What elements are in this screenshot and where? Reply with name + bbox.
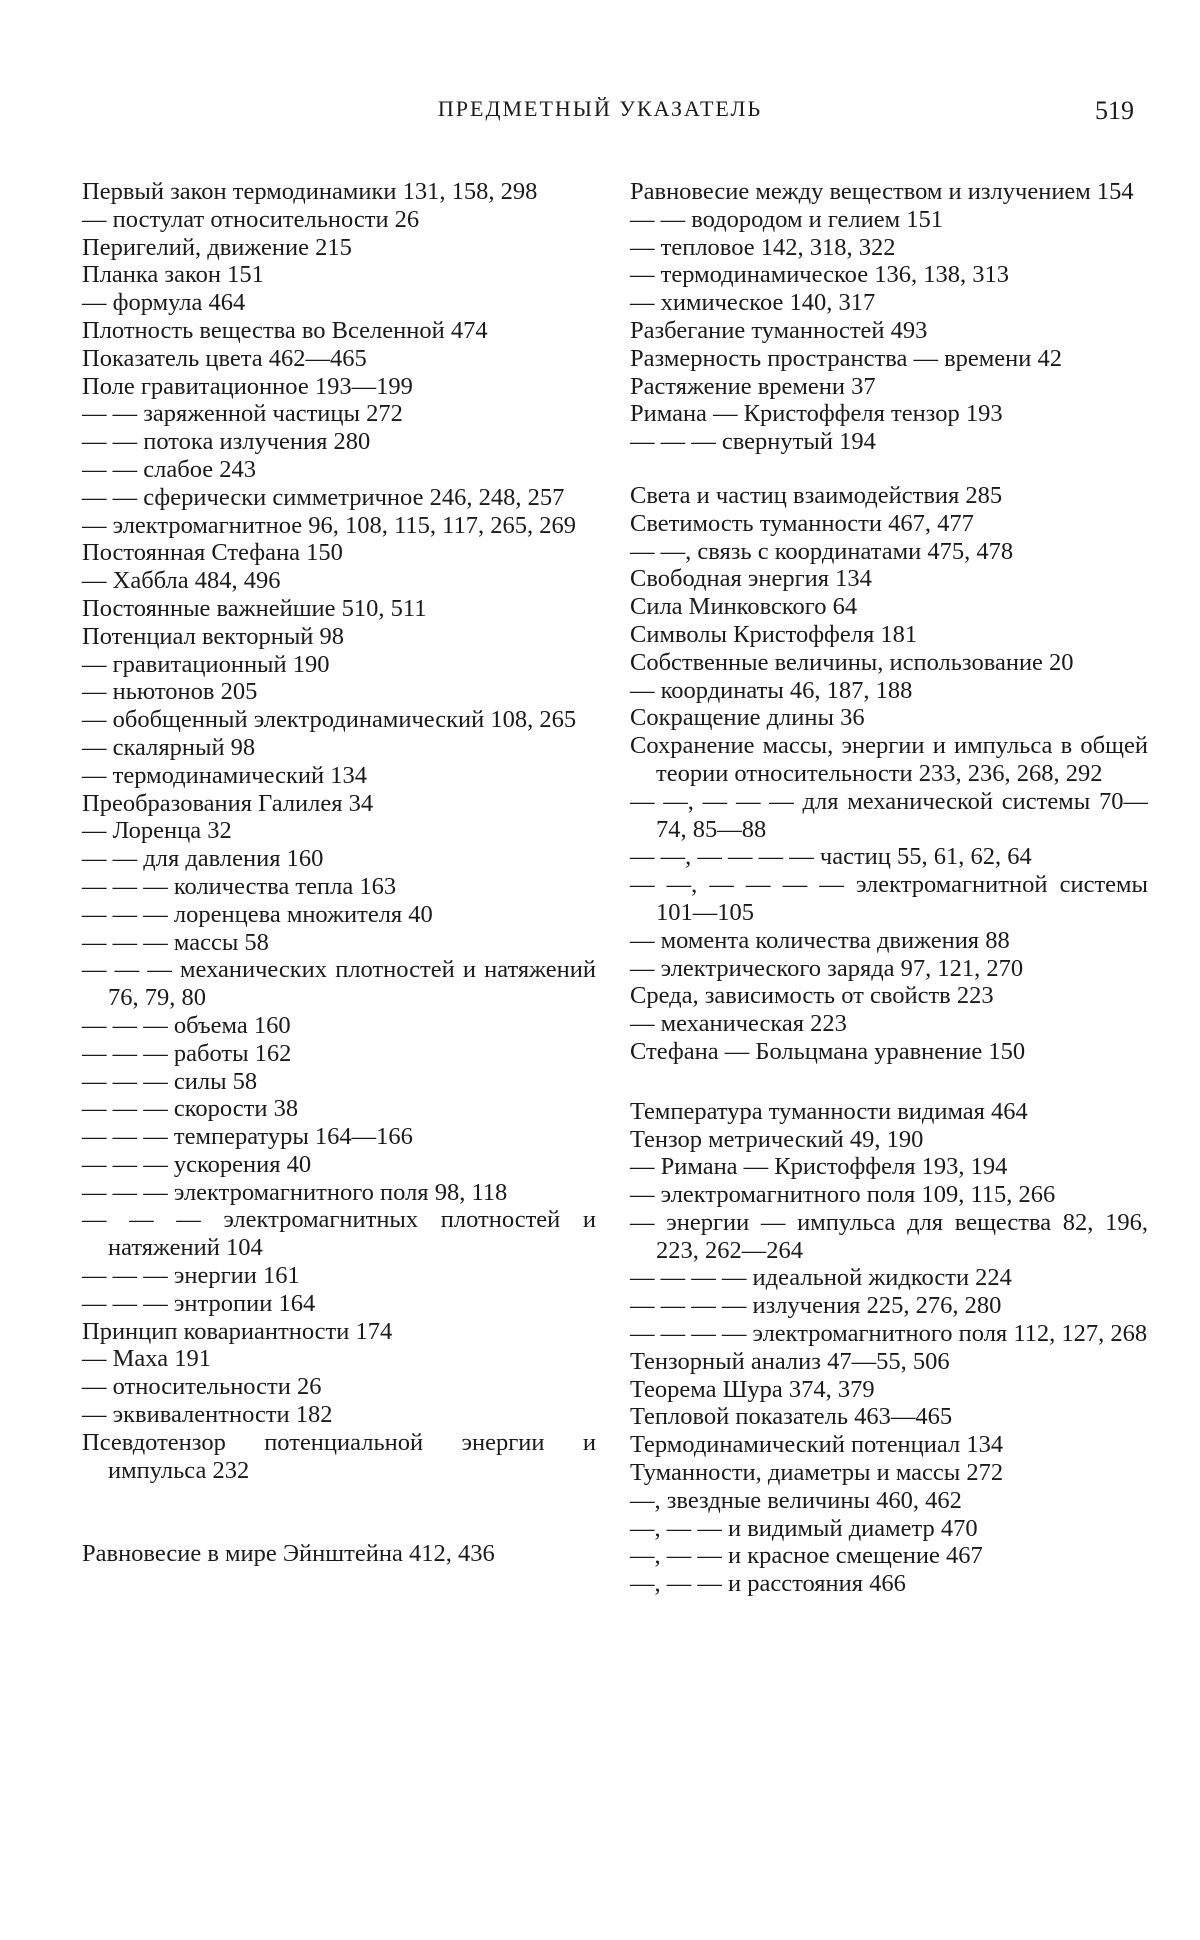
index-entry: — — для давления 160 xyxy=(82,845,324,873)
index-entry: Разбегание туманностей 493 xyxy=(630,316,928,344)
index-entry: — — — ускорения 40 xyxy=(82,1150,312,1178)
index-entry: — энергии — импульса для вещества 82, 196, 223, 262—264 xyxy=(630,1208,1148,1264)
index-entry: Светимость туманности 467, 477 xyxy=(630,509,974,537)
index-entry: — —, — — — — электромагнитной системы 101—105 xyxy=(630,871,1148,926)
index-entry: Сокращение длины 36 xyxy=(630,704,865,732)
index-entry: — момента количества движения 88 xyxy=(630,926,1010,954)
index-entry: — — — механических плотностей и натяжений 76, 79, 80 xyxy=(82,956,596,1012)
index-entry: — — — количества тепла 163 xyxy=(82,872,397,900)
index-entry: Преобразования Галилея 34 xyxy=(82,789,374,817)
index-entry: — —, — — — — частиц 55, 61, 62, 64 xyxy=(630,843,1032,871)
index-entry: Температура туманности видимая 464 xyxy=(630,1097,1028,1125)
index-entry: — — — электромагнитных плотностей и натяжений 104 xyxy=(82,1206,596,1262)
index-entry: Римана — Кристоффеля тензор 193 xyxy=(630,400,1003,428)
index-entry: — ньютонов 205 xyxy=(82,678,258,706)
index-entry: — тепловое 142, 318, 322 xyxy=(630,233,896,261)
index-entry: Стефана — Больцмана уравнение 150 xyxy=(630,1037,1026,1065)
index-entry: — электромагнитное 96, 108, 115, 117, 265, 269 xyxy=(82,511,576,539)
index-entry: Показатель цвета 462—465 xyxy=(82,344,367,372)
index-entry: — Лоренца 32 xyxy=(82,817,232,845)
index-entry: — Маха 191 xyxy=(82,1345,211,1373)
index-entry: Первый закон термодинамики 131, 158, 298 xyxy=(82,178,538,205)
index-entry: Света и частиц взаимодействия 285 xyxy=(630,481,1003,509)
index-entry: Принцип ковариантности 174 xyxy=(82,1317,393,1345)
running-head: ПРЕДМЕТНЫЙ УКАЗАТЕЛЬ xyxy=(437,96,763,121)
index-entry: — — — температуры 164—166 xyxy=(82,1123,413,1151)
index-entry: — — — — идеальной жидкости 224 xyxy=(630,1264,1012,1292)
index-entry: —, — — и видимый диаметр 470 xyxy=(630,1514,978,1542)
index-entry: — — — скорости 38 xyxy=(82,1095,299,1123)
index-entry: — — — силы 58 xyxy=(82,1067,258,1095)
index-entry: Свободная энергия 134 xyxy=(630,565,872,593)
index-entry: — — сферически симметричное 246, 248, 257 xyxy=(82,483,565,511)
index-entry: Постоянная Стефана 150 xyxy=(82,539,343,567)
index-entry: — механическая 223 xyxy=(630,1010,847,1038)
page-header xyxy=(0,96,1200,136)
page-number: 519 xyxy=(1095,96,1134,125)
index-entry: Сила Минковского 64 xyxy=(630,593,858,621)
index-entry: Сохранение массы, энергии и импульса в общей теории относительности 233, 236, 268, 292 xyxy=(630,732,1148,787)
index-entry: — химическое 140, 317 xyxy=(630,289,876,317)
index-entry: — постулат относительности 26 xyxy=(82,205,420,233)
index-entry: — скалярный 98 xyxy=(82,733,256,761)
index-entry: Тензорный анализ 47—55, 506 xyxy=(630,1347,950,1375)
index-entry: — —, связь с координатами 475, 478 xyxy=(630,537,1014,565)
index-entry: — — — свернутый 194 xyxy=(630,428,876,456)
index-entry: — — слабое 243 xyxy=(82,455,256,483)
index-entry: Равновесие между веществом и излучением 154 xyxy=(630,178,1134,205)
index-entry: — Хаббла 484, 496 xyxy=(82,567,281,595)
index-entry: Тепловой показатель 463—465 xyxy=(630,1403,953,1431)
index-entry: — — — массы 58 xyxy=(82,928,269,956)
index-entry: — — — — излучения 225, 276, 280 xyxy=(630,1292,1002,1320)
index-entry: Тензор метрический 49, 190 xyxy=(630,1125,924,1153)
index-entry: Собственные величины, использование 20 xyxy=(630,648,1074,676)
index-entry: Поле гравитационное 193—199 xyxy=(82,372,413,400)
index-entry: —, — — и красное смещение 467 xyxy=(630,1542,983,1570)
index-entry: — термодинамический 134 xyxy=(82,761,367,789)
index-entry: Термодинамический потенциал 134 xyxy=(630,1431,1004,1459)
index-entry: — — — электромагнитного поля 98, 118 xyxy=(82,1178,508,1206)
index-entry: Перигелий, движение 215 xyxy=(82,233,352,261)
index-entry: — — — энергии 161 xyxy=(82,1262,300,1290)
index-entry: Планка закон 151 xyxy=(82,261,264,289)
index-column-right xyxy=(630,178,1148,1598)
index-entry: — — — работы 162 xyxy=(82,1039,292,1067)
index-entry: — относительности 26 xyxy=(82,1373,322,1401)
index-entry: Среда, зависимость от свойств 223 xyxy=(630,982,994,1010)
index-entry: — эквивалентности 182 xyxy=(82,1401,333,1429)
index-entry: Псевдотензор потенциальной энергии и импульса 232 xyxy=(82,1428,596,1484)
index-entry: — — водородом и гелием 151 xyxy=(630,205,944,233)
index-entry: — — заряженной частицы 272 xyxy=(82,400,403,428)
index-entry: — — — энтропии 164 xyxy=(82,1289,316,1317)
index-entry: Символы Кристоффеля 181 xyxy=(630,620,918,648)
index-entry: — — — — электромагнитного поля 112, 127, 268 xyxy=(630,1320,1148,1348)
index-entry: — — — лоренцева множителя 40 xyxy=(82,900,433,928)
index-entry: —, — — и расстояния 466 xyxy=(630,1570,906,1598)
index-entry: Туманности, диаметры и массы 272 xyxy=(630,1459,1004,1487)
index-entry: — электрического заряда 97, 121, 270 xyxy=(630,954,1024,982)
index-entry: Теорема Шура 374, 379 xyxy=(630,1375,875,1403)
index-entry: — — потока излучения 280 xyxy=(82,428,371,456)
index-entry: — —, — — — для механической системы 70—74, 85—88 xyxy=(630,787,1148,843)
index-entry: Растяжение времени 37 xyxy=(630,372,876,400)
index-entry: Плотность вещества во Вселенной 474 xyxy=(82,316,488,344)
index-entry: —, звездные величины 460, 462 xyxy=(630,1486,962,1514)
index-entry: — Римана — Кристоффеля 193, 194 xyxy=(630,1153,1008,1181)
index-entry: — термодинамическое 136, 138, 313 xyxy=(630,261,1009,289)
index-entry: — электромагнитного поля 109, 115, 266 xyxy=(630,1181,1056,1209)
index-entry: Равновесие в мире Эйнштейна 412, 436 xyxy=(82,1540,495,1568)
index-entry: — обобщенный электродинамический 108, 265 xyxy=(82,706,577,734)
index-entry: — гравитационный 190 xyxy=(82,650,330,678)
index-entry: Постоянные важнейшие 510, 511 xyxy=(82,594,427,622)
index-entry: — формула 464 xyxy=(82,289,246,317)
index-entry: Размерность пространства — времени 42 xyxy=(630,344,1063,372)
index-entry: Потенциал векторный 98 xyxy=(82,622,345,650)
index-column-left xyxy=(82,178,596,1568)
index-entry: — координаты 46, 187, 188 xyxy=(630,676,913,704)
index-entry: — — — объема 160 xyxy=(82,1011,291,1039)
